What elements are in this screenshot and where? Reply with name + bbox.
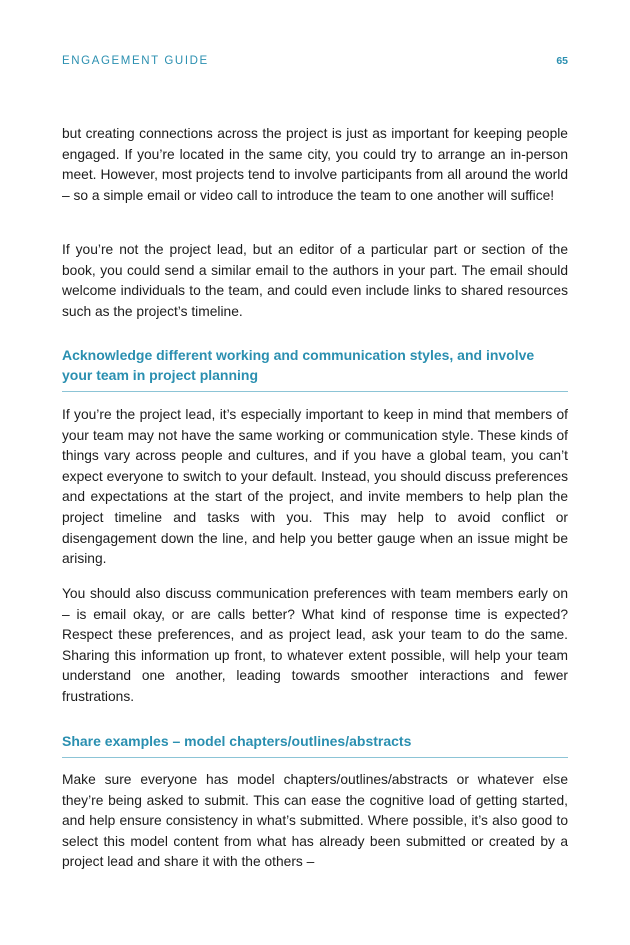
page-number: 65 — [556, 55, 568, 67]
paragraph: If you’re the project lead, it’s especially important to keep in mind that members of your team may not have the same working or communication style. These kinds of things vary across people and cultures, and if you have a global team, you can’t expect everyone to switch to your default. Instead, you should discuss preferences and expectations at the start of the project, and invite members to help plan the project timeline and tasks with you. This may help to avoid conflict or disengagement down the line, and help you better gauge when an issue might be arising. — [62, 407, 568, 567]
section-heading: Acknowledge different working and communication styles, and involve your team in project planning — [62, 345, 568, 392]
paragraph: If you’re not the project lead, but an editor of a particular part or section of the book, you could send a similar email to the authors in your part. The email should welcome individuals to the team, and could even include links to shared resources such as the project’s timeline. — [62, 242, 568, 319]
section-heading-block — [62, 731, 568, 769]
paragraph: but creating connections across the project is just as important for keeping people engaged. If you’re located in the same city, you could try to arrange an in-person meet. However, most projects tend to involve participants from all around the world – so a simple email or video call to introduce the team to one another will suffice! — [62, 126, 568, 203]
paragraph: You should also discuss communication preferences with team members early on – is email okay, or are calls better? What kind of response time is expected? Respect these preferences, and as project lead, ask your team to do the same. Sharing this information up front, to whatever extent possible, will help your team understand one another, leading towards smoother interactions and fewer frustrations. — [62, 586, 568, 704]
running-header — [62, 55, 568, 71]
paragraph-block — [62, 405, 568, 582]
section-heading: Share examples – model chapters/outlines/abstracts — [62, 731, 568, 758]
paragraph-block — [62, 124, 568, 218]
paragraph-block — [62, 770, 568, 885]
paragraph-block — [62, 584, 568, 720]
guide-title: ENGAGEMENT GUIDE — [62, 55, 209, 67]
paragraph: Make sure everyone has model chapters/outlines/abstracts or whatever else they’re being asked to submit. This can ease the cognitive load of getting started, and help ensure consistency in what’s submitted. Where possible, it’s also good to select this model content from what has already been submitted or created by a project lead and share it with the others – — [62, 772, 568, 870]
section-heading-block — [62, 345, 568, 403]
paragraph-block — [62, 240, 568, 334]
